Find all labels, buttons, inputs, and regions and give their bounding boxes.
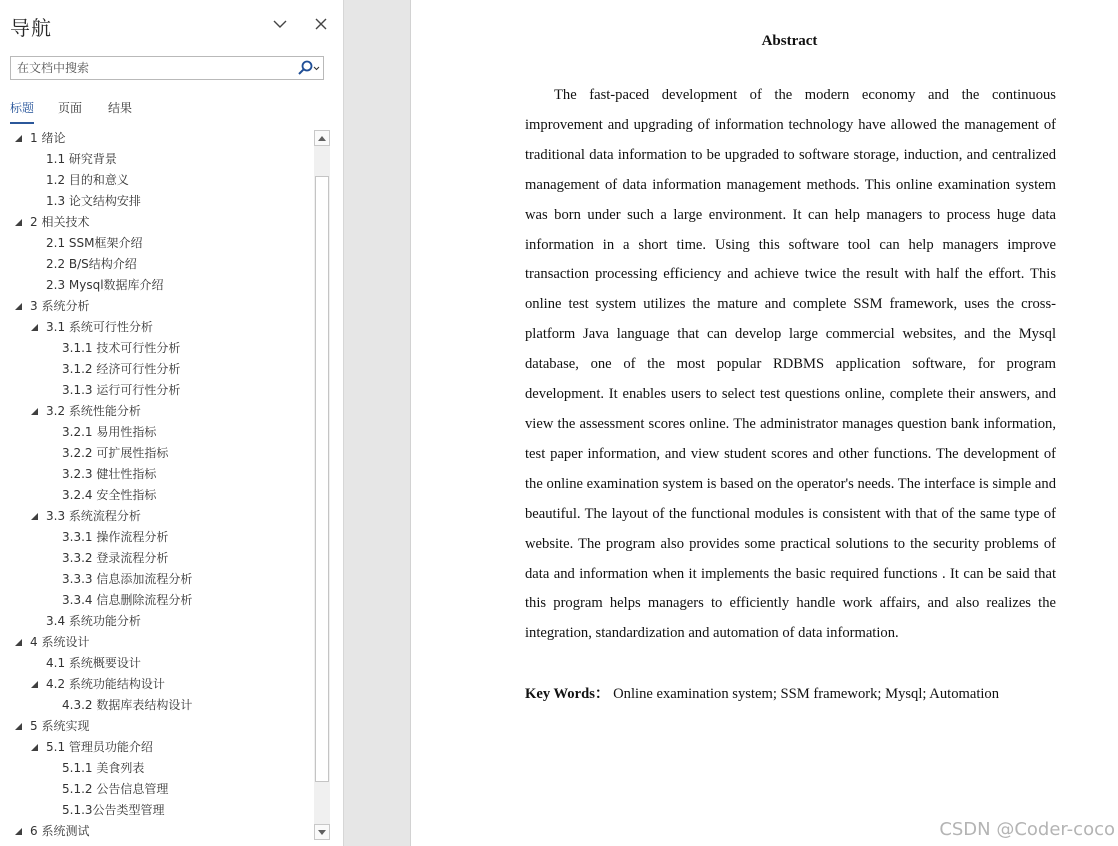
- tree-item-label: 4.3.2 数据库表结构设计: [62, 698, 193, 712]
- navigation-pane: [0, 0, 344, 846]
- tree-item[interactable]: [0, 758, 310, 779]
- tree-item-label: 6 系统测试: [30, 824, 90, 838]
- tree-item[interactable]: [0, 800, 310, 821]
- caret-expanded-icon[interactable]: [13, 296, 23, 317]
- tree-item[interactable]: [0, 422, 310, 443]
- tree-item-label: 3.1.3 运行可行性分析: [62, 383, 181, 397]
- tree-item-label: 1.3 论文结构安排: [46, 194, 141, 208]
- tree-item[interactable]: [0, 779, 310, 800]
- caret-expanded-icon[interactable]: [29, 674, 39, 695]
- triangle-down-icon: [318, 830, 326, 835]
- tree-item[interactable]: [0, 590, 310, 611]
- document-gutter: [344, 0, 411, 846]
- tree-item[interactable]: [0, 359, 310, 380]
- caret-expanded-icon[interactable]: [13, 128, 23, 149]
- tree-item-label: 3.1.2 经济可行性分析: [62, 362, 181, 376]
- tree-item-label: 5.1.1 美食列表: [62, 761, 145, 775]
- tree-item[interactable]: [0, 212, 310, 233]
- caret-expanded-icon[interactable]: [13, 716, 23, 737]
- pane-options-button[interactable]: [269, 13, 291, 35]
- tree-item-label: 5.1.2 公告信息管理: [62, 782, 169, 796]
- tree-item-label: 5 系统实现: [30, 719, 90, 733]
- tree-item[interactable]: [0, 149, 310, 170]
- tree-item-label: 3.3 系统流程分析: [46, 509, 141, 523]
- tree-item[interactable]: [0, 401, 310, 422]
- caret-expanded-icon[interactable]: [13, 821, 23, 842]
- tab-1[interactable]: 页面: [58, 101, 83, 115]
- tree-item[interactable]: [0, 296, 310, 317]
- document-page[interactable]: [411, 0, 1118, 846]
- caret-expanded-icon[interactable]: [13, 632, 23, 653]
- tree-scrollbar[interactable]: [314, 130, 330, 840]
- tree-item[interactable]: [0, 674, 310, 695]
- watermark: CSDN @Coder-coco: [939, 819, 1115, 840]
- tab-0[interactable]: 标题: [10, 99, 34, 124]
- search-button[interactable]: [295, 59, 321, 77]
- tree-item[interactable]: [0, 128, 310, 149]
- tree-item-label: 3.3.3 信息添加流程分析: [62, 572, 193, 586]
- tree-item[interactable]: [0, 191, 310, 212]
- tree-item-label: 3.1 系统可行性分析: [46, 320, 153, 334]
- tree-item-label: 3.3.1 操作流程分析: [62, 530, 169, 544]
- tree-item-label: 3.4 系统功能分析: [46, 614, 141, 628]
- tree-item-label: 3 系统分析: [30, 299, 90, 313]
- tree-item[interactable]: [0, 548, 310, 569]
- tree-item-label: 3.2.1 易用性指标: [62, 425, 157, 439]
- tree-item[interactable]: [0, 170, 310, 191]
- keywords-label: Key Words：: [525, 686, 610, 702]
- tree-item[interactable]: [0, 464, 310, 485]
- abstract-heading: Abstract: [761, 33, 818, 49]
- tree-item-label: 3.2.3 健壮性指标: [62, 467, 157, 481]
- tree-item-label: 4 系统设计: [30, 635, 90, 649]
- tree-item-label: 3.3.4 信息删除流程分析: [62, 593, 193, 607]
- tree-item-label: 5.1 管理员功能介绍: [46, 740, 153, 754]
- caret-expanded-icon[interactable]: [13, 212, 23, 233]
- tree-item[interactable]: [0, 737, 310, 758]
- keywords-line: [525, 682, 1085, 703]
- tree-item[interactable]: [0, 485, 310, 506]
- heading-tree: [0, 128, 310, 846]
- tree-item-label: 4.1 系统概要设计: [46, 656, 141, 670]
- tree-item-label: 3.2.4 安全性指标: [62, 488, 157, 502]
- caret-expanded-icon[interactable]: [29, 317, 39, 338]
- tree-item-label: 1.1 研究背景: [46, 152, 117, 166]
- tree-item-label: 2 相关技术: [30, 215, 90, 229]
- tree-item[interactable]: [0, 821, 310, 842]
- scroll-down-button[interactable]: [314, 824, 330, 840]
- tree-item-label: 1.2 目的和意义: [46, 173, 129, 187]
- tree-item-label: 5.1.3公告类型管理: [62, 803, 165, 817]
- search-box: [10, 56, 324, 80]
- tree-item[interactable]: [0, 611, 310, 632]
- tree-item[interactable]: [0, 653, 310, 674]
- scroll-up-button[interactable]: [314, 130, 330, 146]
- tree-item[interactable]: [0, 632, 310, 653]
- tree-item[interactable]: [0, 506, 310, 527]
- tree-item-label: 2.1 SSM框架介绍: [46, 236, 143, 250]
- search-input[interactable]: [11, 57, 287, 79]
- keywords-text: Online examination system; SSM framework; Mysql; Automation: [613, 686, 1000, 702]
- caret-expanded-icon[interactable]: [29, 737, 39, 758]
- tree-item[interactable]: [0, 338, 310, 359]
- tree-item-label: 3.3.2 登录流程分析: [62, 551, 169, 565]
- triangle-up-icon: [318, 136, 326, 141]
- tree-item[interactable]: [0, 527, 310, 548]
- tree-item[interactable]: [0, 695, 310, 716]
- search-icon: [297, 60, 321, 76]
- close-icon: [315, 18, 327, 30]
- tree-item[interactable]: [0, 275, 310, 296]
- tree-item[interactable]: [0, 569, 310, 590]
- tree-item-label: 2.3 Mysql数据库介绍: [46, 278, 164, 292]
- tree-item[interactable]: [0, 380, 310, 401]
- caret-expanded-icon[interactable]: [29, 506, 39, 527]
- abstract-body: The fast-paced development of the modern economy and the continuous improvement and upgrading of information technology have allowed the management of traditional data information to be upgraded to software storage, induction, and centralized management of data information management methods. This online examination system was born under such a large environment. It can help managers to process huge data information in a short time. Using this software tool can help managers improve transaction processing efficiency and achieve twice the result with half the effort. This online test system utilizes the mature and complete SSM framework, uses the cross-platform Java language that can develop large commercial websites, and the Mysql database, one of the most popular RDBMS application software, for program development. It enables users to select test questions online, complete their answers, and view the assessment scores online. The administrator manages question bank information, test paper information, and view student scores and other functions. The development of the online examination system is based on the operator's needs. The interface is simple and beautiful. The layout of the functional modules is consistent with that of the same type of website. The program also provides some practical solutions to the security problems of data and information when it implements the basic required functions . It can be said that this program helps managers to efficiently handle work affairs, and also realizes the integration, standardization and automation of data information.: [525, 87, 1056, 642]
- tree-item[interactable]: [0, 443, 310, 464]
- tree-item[interactable]: [0, 317, 310, 338]
- scrollbar-thumb[interactable]: [315, 176, 329, 782]
- chevron-down-icon: [273, 20, 287, 29]
- tree-item-label: 3.2.2 可扩展性指标: [62, 446, 169, 460]
- tree-item-label: 3.2 系统性能分析: [46, 404, 141, 418]
- tab-2[interactable]: 结果: [108, 101, 133, 115]
- tree-item-label: 3.1.1 技术可行性分析: [62, 341, 181, 355]
- tree-item-label: 2.2 B/S结构介绍: [46, 257, 137, 271]
- tree-item[interactable]: [0, 716, 310, 737]
- navigation-title: 导航: [10, 16, 52, 40]
- tree-item[interactable]: [0, 233, 310, 254]
- caret-expanded-icon[interactable]: [29, 401, 39, 422]
- close-pane-button[interactable]: [310, 13, 332, 35]
- tree-item[interactable]: [0, 254, 310, 275]
- tree-item-label: 4.2 系统功能结构设计: [46, 677, 165, 691]
- tree-item-label: 1 绪论: [30, 131, 66, 145]
